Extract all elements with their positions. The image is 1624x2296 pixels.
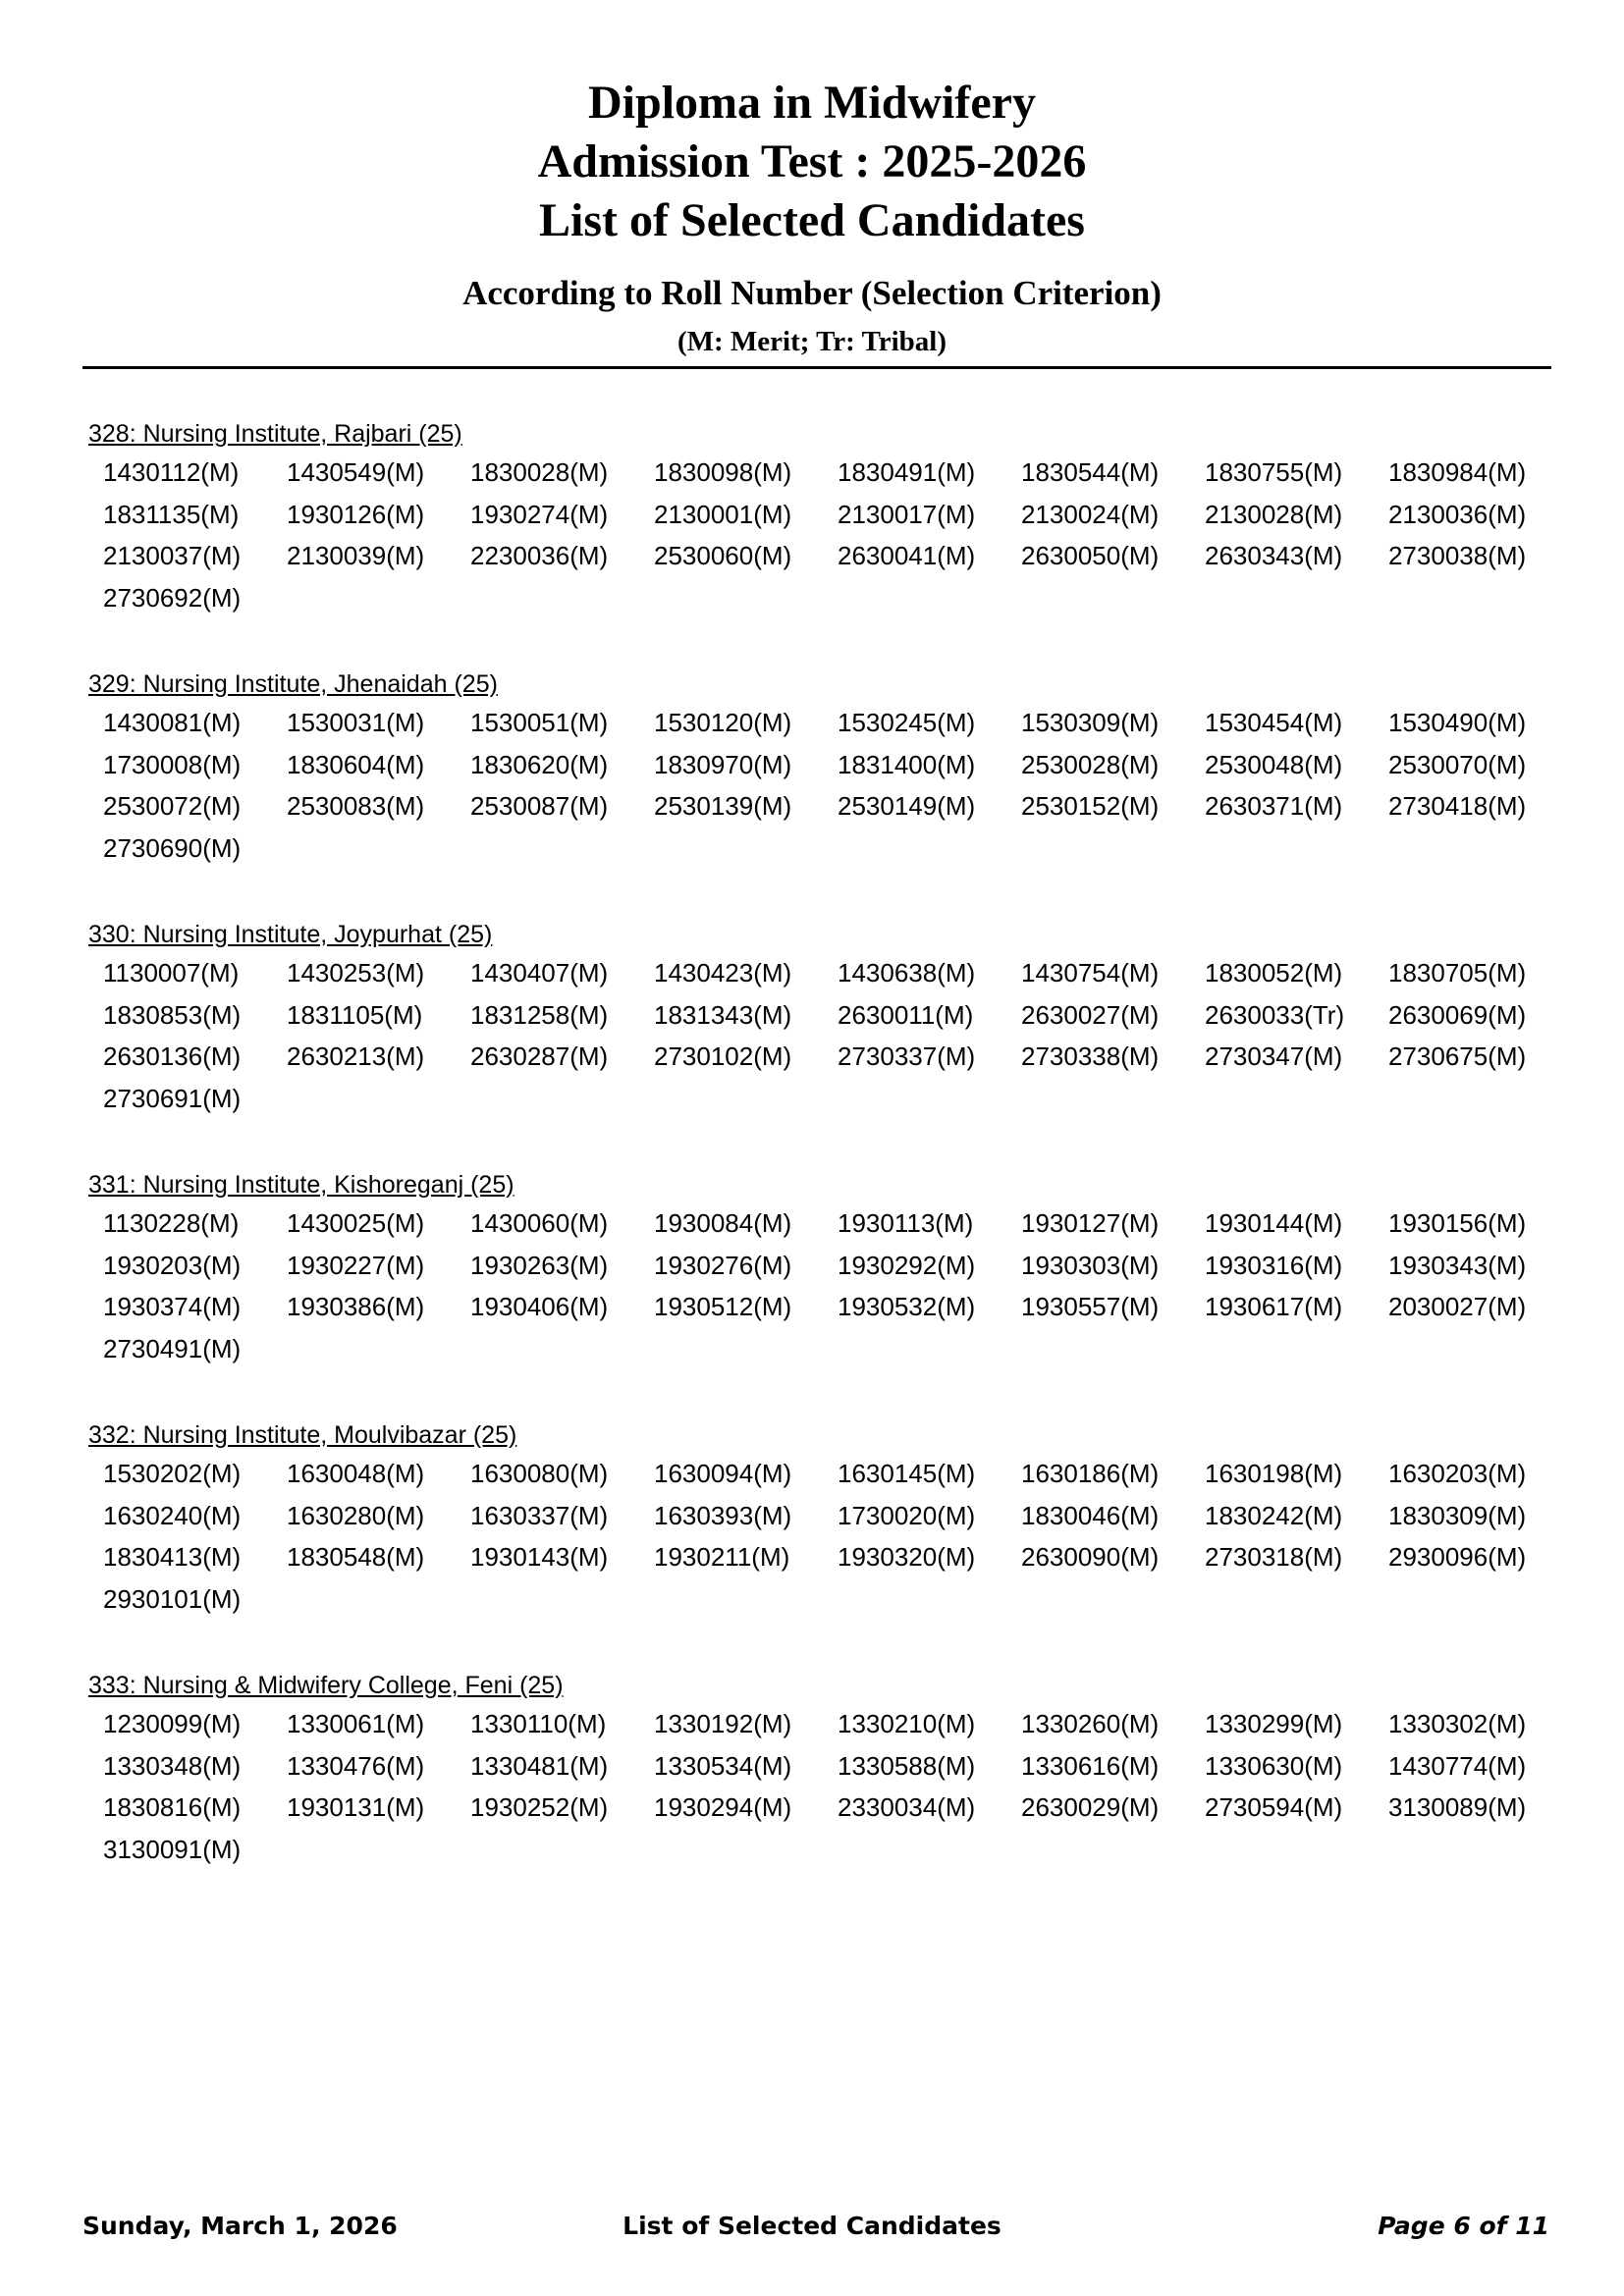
- roll-number: 2730690(M): [103, 832, 242, 863]
- roll-number: 1830309(M): [1388, 1500, 1527, 1530]
- roll-number: 1630080(M): [470, 1459, 609, 1488]
- roll-number: 2630027(M): [1021, 999, 1160, 1030]
- roll-number: 1830970(M): [654, 749, 792, 779]
- roll-number: 2730594(M): [1205, 1792, 1343, 1822]
- roll-number: 2730038(M): [1388, 541, 1527, 570]
- roll-number: 1330210(M): [838, 1709, 976, 1738]
- roll-number: 2630090(M): [1021, 1542, 1160, 1572]
- roll-number: 2130028(M): [1205, 499, 1343, 529]
- roll-number: 2630371(M): [1205, 791, 1343, 821]
- footer-page-number: Page 6 of 11: [1378, 2212, 1549, 2240]
- subtitle: According to Roll Number (Selection Criterion): [462, 274, 1162, 312]
- roll-number: 2130001(M): [654, 499, 792, 529]
- roll-number: 1930374(M): [103, 1292, 242, 1321]
- roll-number: 1831400(M): [838, 749, 976, 779]
- title-line-3: List of Selected Candidates: [539, 194, 1085, 246]
- roll-number: 1430112(M): [103, 457, 240, 487]
- roll-number: 2630041(M): [838, 541, 976, 570]
- roll-number: 1930126(M): [287, 499, 425, 529]
- roll-number: 2730692(M): [103, 582, 242, 613]
- roll-number: 2730491(M): [103, 1333, 242, 1363]
- roll-number: 2530060(M): [654, 541, 792, 570]
- roll-number: 1930203(M): [103, 1250, 242, 1280]
- institute-heading: 329: Nursing Institute, Jhenaidah (25): [88, 670, 498, 698]
- institute-section: [88, 1421, 1561, 1620]
- roll-list: [103, 952, 1561, 1119]
- roll-number: 2730418(M): [1388, 791, 1527, 821]
- roll-number: 1430423(M): [654, 958, 792, 988]
- roll-number: 1530245(M): [838, 708, 976, 737]
- title-line-1: Diploma in Midwifery: [588, 77, 1036, 129]
- roll-number: 1930156(M): [1388, 1208, 1527, 1238]
- roll-number: 1730008(M): [103, 749, 242, 779]
- roll-number: 1430025(M): [287, 1208, 425, 1238]
- institute-section: [88, 670, 1561, 869]
- roll-number: 2730337(M): [838, 1041, 976, 1071]
- roll-number: 2530028(M): [1021, 749, 1160, 779]
- roll-number: 1831135(M): [103, 499, 240, 529]
- roll-number: 2330034(M): [838, 1792, 976, 1822]
- roll-number: 1630145(M): [838, 1459, 976, 1488]
- roll-number: 2130036(M): [1388, 499, 1527, 529]
- institute-heading: 331: Nursing Institute, Kishoreganj (25): [88, 1171, 514, 1199]
- roll-number: 2630136(M): [103, 1041, 242, 1071]
- roll-number: 1330534(M): [654, 1750, 792, 1781]
- roll-number: 2630050(M): [1021, 541, 1160, 570]
- roll-number: 1831258(M): [470, 999, 609, 1030]
- roll-number: 3130091(M): [103, 1834, 242, 1864]
- roll-number: 1930316(M): [1205, 1250, 1343, 1280]
- roll-number: 2030027(M): [1388, 1292, 1527, 1321]
- institute-heading: 333: Nursing & Midwifery College, Feni (25): [88, 1672, 564, 1699]
- roll-number: 2730675(M): [1388, 1041, 1527, 1071]
- roll-number: 2130037(M): [103, 541, 242, 570]
- footer-date: Sunday, March 1, 2026: [82, 2212, 398, 2240]
- roll-number: 1530490(M): [1388, 708, 1527, 737]
- institute-section: [88, 420, 1561, 618]
- roll-list: [103, 452, 1561, 618]
- roll-number: 2530070(M): [1388, 749, 1527, 779]
- roll-number: 2130024(M): [1021, 499, 1160, 529]
- roll-number: 1730020(M): [838, 1500, 976, 1530]
- roll-number: 1130007(M): [103, 958, 240, 988]
- roll-number: 1830242(M): [1205, 1500, 1343, 1530]
- roll-number: 2130017(M): [838, 499, 976, 529]
- roll-number: 2630343(M): [1205, 541, 1343, 570]
- roll-number: 1530454(M): [1205, 708, 1343, 737]
- institute-section: [88, 921, 1561, 1119]
- roll-number: 1830620(M): [470, 749, 609, 779]
- roll-number: 2530083(M): [287, 791, 425, 821]
- roll-number: 1430638(M): [838, 958, 976, 988]
- footer-title: List of Selected Candidates: [623, 2212, 1001, 2240]
- roll-number: 1630048(M): [287, 1459, 425, 1488]
- legend: (M: Merit; Tr: Tribal): [677, 326, 947, 357]
- roll-number: 1630280(M): [287, 1500, 425, 1530]
- roll-number: 1830052(M): [1205, 958, 1343, 988]
- roll-number: 1430060(M): [470, 1208, 609, 1238]
- roll-number: 2530139(M): [654, 791, 792, 821]
- roll-number: 1930263(M): [470, 1250, 609, 1280]
- roll-number: 1630094(M): [654, 1459, 792, 1488]
- roll-number: 2630029(M): [1021, 1792, 1160, 1822]
- roll-number: 1830548(M): [287, 1542, 425, 1572]
- roll-number: 1330260(M): [1021, 1709, 1160, 1738]
- roll-number: 1330630(M): [1205, 1750, 1343, 1781]
- roll-number: 1930320(M): [838, 1542, 976, 1572]
- roll-number: 1930144(M): [1205, 1208, 1343, 1238]
- roll-number: 1530202(M): [103, 1459, 242, 1488]
- roll-number: 1630393(M): [654, 1500, 792, 1530]
- roll-number: 1930143(M): [470, 1542, 609, 1572]
- roll-number: 1130228(M): [103, 1208, 240, 1238]
- roll-number: 1930386(M): [287, 1292, 425, 1321]
- roll-number: 1830604(M): [287, 749, 425, 779]
- roll-number: 1430754(M): [1021, 958, 1160, 988]
- roll-number: 2730691(M): [103, 1083, 242, 1113]
- roll-number: 2630011(M): [838, 999, 974, 1030]
- roll-list: [103, 702, 1561, 869]
- roll-number: 1830098(M): [654, 457, 792, 487]
- roll-number: 2630033(Tr): [1205, 999, 1345, 1030]
- roll-number: 1830491(M): [838, 457, 976, 487]
- roll-number: 1530309(M): [1021, 708, 1160, 737]
- roll-number: 2630287(M): [470, 1041, 609, 1071]
- roll-number: 1930127(M): [1021, 1208, 1160, 1238]
- roll-number: 1831343(M): [654, 999, 792, 1030]
- roll-number: 2530152(M): [1021, 791, 1160, 821]
- roll-number: 2630213(M): [287, 1041, 425, 1071]
- roll-list: [103, 1202, 1561, 1369]
- roll-number: 1630198(M): [1205, 1459, 1343, 1488]
- institute-section: [88, 1171, 1561, 1369]
- institute-heading: 328: Nursing Institute, Rajbari (25): [88, 420, 462, 448]
- roll-number: 1830984(M): [1388, 457, 1527, 487]
- roll-number: 1330110(M): [470, 1709, 607, 1738]
- roll-number: 1530051(M): [470, 708, 609, 737]
- roll-number: 2230036(M): [470, 541, 609, 570]
- roll-number: 1930227(M): [287, 1250, 425, 1280]
- roll-number: 1330616(M): [1021, 1750, 1160, 1781]
- roll-list: [103, 1453, 1561, 1620]
- roll-number: 1330348(M): [103, 1750, 242, 1781]
- roll-number: 1530031(M): [287, 708, 425, 737]
- roll-number: 1930406(M): [470, 1292, 609, 1321]
- roll-number: 1430774(M): [1388, 1750, 1527, 1781]
- roll-number: 1830705(M): [1388, 958, 1527, 988]
- roll-number: 1930512(M): [654, 1292, 792, 1321]
- roll-number: 1330476(M): [287, 1750, 425, 1781]
- roll-number: 2530048(M): [1205, 749, 1343, 779]
- roll-number: 1430407(M): [470, 958, 609, 988]
- roll-number: 1330481(M): [470, 1750, 609, 1781]
- roll-number: 2730338(M): [1021, 1041, 1160, 1071]
- institute-section: [88, 1672, 1561, 1870]
- roll-number: 1830816(M): [103, 1792, 242, 1822]
- roll-number: 1230099(M): [103, 1709, 242, 1738]
- roll-number: 1830413(M): [103, 1542, 242, 1572]
- roll-number: 1831105(M): [287, 999, 423, 1030]
- roll-number: 1930084(M): [654, 1208, 792, 1238]
- roll-number: 2530087(M): [470, 791, 609, 821]
- roll-number: 1830028(M): [470, 457, 609, 487]
- roll-number: 1630186(M): [1021, 1459, 1160, 1488]
- roll-number: 1930252(M): [470, 1792, 609, 1822]
- roll-number: 1430081(M): [103, 708, 242, 737]
- roll-number: 1930211(M): [654, 1542, 790, 1572]
- roll-number: 1630337(M): [470, 1500, 609, 1530]
- roll-number: 1430253(M): [287, 958, 425, 988]
- roll-list: [103, 1703, 1561, 1870]
- roll-number: 1630240(M): [103, 1500, 242, 1530]
- roll-number: 1330061(M): [287, 1709, 425, 1738]
- roll-number: 2730102(M): [654, 1041, 792, 1071]
- roll-number: 1330302(M): [1388, 1709, 1527, 1738]
- roll-number: 1930532(M): [838, 1292, 976, 1321]
- roll-number: 1530120(M): [654, 708, 792, 737]
- roll-number: 1330192(M): [654, 1709, 792, 1738]
- roll-number: 1330299(M): [1205, 1709, 1343, 1738]
- header-divider: [82, 366, 1551, 369]
- roll-number: 2530149(M): [838, 791, 976, 821]
- roll-number: 1830544(M): [1021, 457, 1160, 487]
- institute-heading: 330: Nursing Institute, Joypurhat (25): [88, 921, 493, 948]
- roll-number: 1930294(M): [654, 1792, 792, 1822]
- roll-number: 3130089(M): [1388, 1792, 1527, 1822]
- roll-number: 1930276(M): [654, 1250, 792, 1280]
- roll-number: 1930557(M): [1021, 1292, 1160, 1321]
- roll-number: 1830755(M): [1205, 457, 1343, 487]
- roll-number: 1330588(M): [838, 1750, 976, 1781]
- roll-number: 2930101(M): [103, 1583, 242, 1614]
- roll-number: 2530072(M): [103, 791, 242, 821]
- roll-number: 2930096(M): [1388, 1542, 1527, 1572]
- roll-number: 1830853(M): [103, 999, 242, 1030]
- roll-number: 1930274(M): [470, 499, 609, 529]
- roll-number: 2730347(M): [1205, 1041, 1343, 1071]
- roll-number: 1630203(M): [1388, 1459, 1527, 1488]
- roll-number: 1930343(M): [1388, 1250, 1527, 1280]
- roll-number: 1930303(M): [1021, 1250, 1160, 1280]
- roll-number: 1930292(M): [838, 1250, 976, 1280]
- roll-number: 1830046(M): [1021, 1500, 1160, 1530]
- title-line-2: Admission Test : 2025-2026: [537, 135, 1087, 187]
- roll-number: 1930617(M): [1205, 1292, 1343, 1321]
- roll-number: 2130039(M): [287, 541, 425, 570]
- roll-number: 1930113(M): [838, 1208, 974, 1238]
- roll-number: 1430549(M): [287, 457, 425, 487]
- roll-number: 1930131(M): [287, 1792, 425, 1822]
- institute-heading: 332: Nursing Institute, Moulvibazar (25): [88, 1421, 517, 1449]
- roll-number: 2730318(M): [1205, 1542, 1343, 1572]
- roll-number: 2630069(M): [1388, 999, 1527, 1030]
